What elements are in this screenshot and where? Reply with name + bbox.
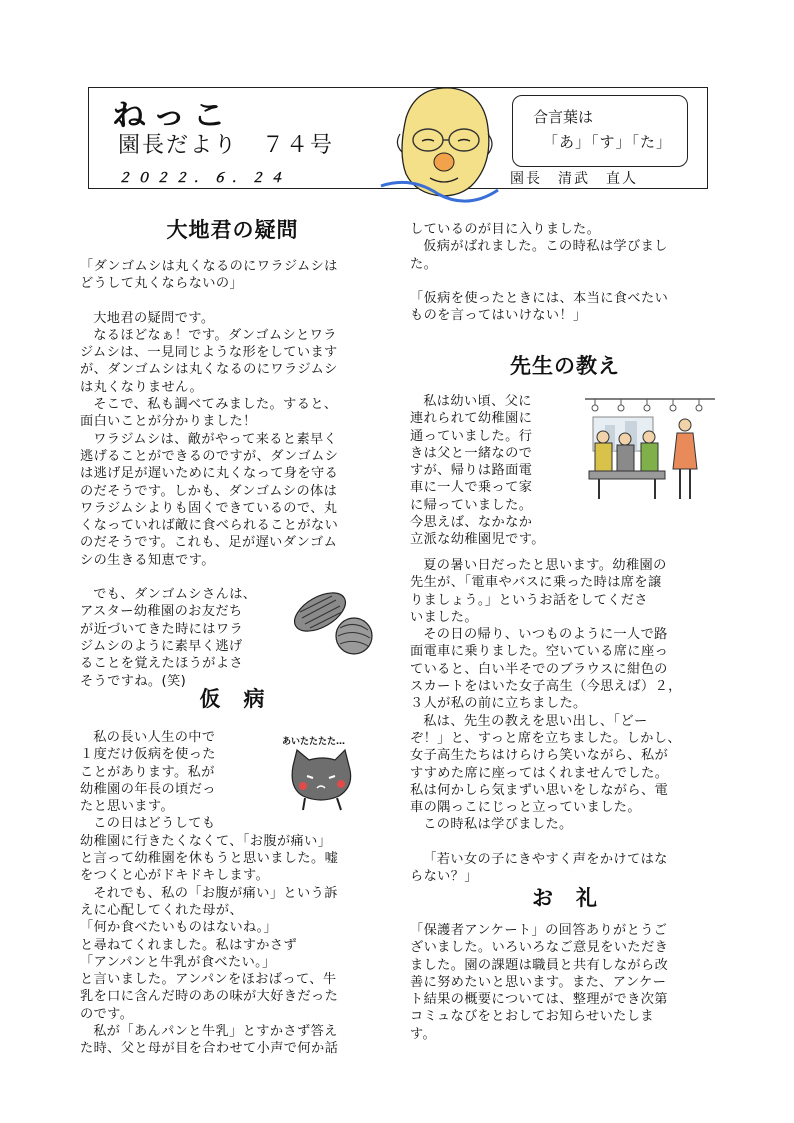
text-line: 「若い女の子にきやすく声をかけてはな — [423, 851, 668, 867]
text-line: 立派な幼稚園児です。 — [410, 532, 545, 548]
crying-cat-icon — [283, 746, 363, 812]
text-line: ることを覚えたほうがよさ — [80, 656, 244, 672]
text-line: 今思えば、なかなか — [410, 515, 533, 531]
author-name: 園長 清武 直人 — [510, 171, 638, 187]
text-line: スカートをはいた女子高生（今思えば）２， — [410, 679, 682, 695]
text-line: この時私は学びました。 — [423, 817, 573, 833]
text-line: ぞ！」と、すっと席を立ちました。しかし、 — [410, 730, 681, 746]
text-line: 私の長い人生の中で — [93, 730, 216, 745]
motto-label: 合言葉は — [533, 108, 594, 126]
text-line: アスター幼稚園のお友だち — [80, 604, 243, 620]
text-line: のです。 — [80, 1006, 134, 1022]
text-line: 私は幼い頃、父に — [423, 394, 532, 409]
text-line: た時、父と母が目を合わせて小声で何か話 — [80, 1041, 339, 1057]
text-line: 連れられて幼稚園に — [410, 411, 533, 427]
article3-intro — [410, 393, 580, 549]
text-line: ジムシは、一見同じような形をしています — [80, 345, 338, 361]
text-line: ワラジムシよりも固くできているので、丸 — [80, 500, 338, 516]
text-line: に帰っていました。 — [410, 497, 533, 513]
text-line: ことがあります。私が — [80, 764, 215, 780]
newsletter-logo: ねっこ — [112, 98, 232, 133]
article2-continued — [410, 221, 720, 324]
text-line: それでも、私の「お腹が痛い」という訴 — [93, 885, 338, 901]
text-line: 女子高生たちはけらけら笑いながら、私が — [410, 748, 669, 764]
pill-bug-icon — [288, 590, 380, 660]
text-line: たと思います。 — [80, 799, 175, 815]
article3-body — [410, 557, 720, 885]
text-line: ました。園の課題は職員と共有しながら改 — [410, 957, 669, 973]
text-line: そうですね。(笑) — [80, 673, 187, 689]
train-passengers-icon — [585, 395, 715, 503]
article4-body — [410, 922, 720, 1043]
text-line: が、ダンゴムシは丸くなるのにワラジムシ — [80, 362, 338, 378]
text-line: 幼稚園の年長の頃だっ — [80, 781, 216, 797]
text-line: 「保護者アンケート」の回答ありがとうご — [410, 923, 668, 938]
text-line: ワラジムシは、敵がやって来ると素早く — [93, 431, 338, 447]
text-line: 乳を口に含んだ時のあの味が大好きだった — [80, 989, 339, 1005]
text-line: は丸くなりません。 — [80, 379, 204, 395]
text-line: 仮病がばれました。この時私は学びまし — [423, 239, 668, 255]
text-line: なるほどなぁ！です。ダンゴムシとワラ — [93, 327, 337, 343]
text-line: えに心配してくれた母が、 — [80, 902, 244, 918]
text-line: ざいました。いろいろなご意見をいただき — [410, 940, 669, 956]
text-line: と言いました。アンパンをほおばって、牛 — [80, 972, 337, 988]
text-line: 車に一人で乗って家 — [410, 480, 533, 496]
text-line: らない？」 — [410, 869, 478, 885]
text-line: 面電車に乗りました。空いている席に座っ — [410, 644, 669, 660]
text-line: と尋ねてくれました。私はすかさず — [80, 937, 298, 953]
text-line: 逃げることができるのですが、ダンゴムシ — [80, 448, 339, 464]
text-line: ト結果の概要については、整理ができ次第 — [410, 992, 668, 1008]
text-line: す。 — [410, 1026, 437, 1042]
text-line: りましょう。」というお話をしてくださ — [410, 592, 648, 608]
text-line: 私は何かしら気まずい思いをしながら、電 — [410, 782, 669, 798]
text-line: 「アンパンと牛乳が食べたい。」 — [80, 954, 276, 970]
article1-title: 大地君の疑問 — [166, 218, 299, 242]
text-line: 大地君の疑問です。 — [93, 310, 215, 326]
text-line: 幼稚園に行きたくなくて、「お腹が痛い」 — [80, 833, 332, 849]
text-line: この日はどうしても — [93, 816, 216, 832]
text-line: きは父と一緒なので — [410, 445, 533, 461]
text-line: のだそうです。しかも、ダンゴムシの体は — [80, 483, 338, 499]
principal-face-icon — [376, 78, 501, 213]
text-line: 「ダンゴムシは丸くなるのにワラジムシは — [80, 259, 338, 274]
text-line: ていると、白い半そでのブラウスに紺色の — [410, 661, 668, 677]
text-line: た。 — [410, 256, 438, 272]
text-line: くなっていれば敵に食べられることがない — [80, 518, 339, 534]
text-line: ３人が私の前に立ちました。 — [410, 696, 587, 712]
newsletter-subtitle: 園長だより ７４号 — [118, 133, 335, 158]
text-line: しているのが目に入りました。 — [410, 222, 601, 237]
text-line: 先生が、「電車やバスに乗った時は席を譲 — [410, 575, 662, 591]
text-line: 通っていました。行 — [410, 428, 533, 444]
text-line: その日の帰り、いつものように一人で路 — [423, 627, 668, 643]
text-line: いました。 — [410, 609, 478, 625]
text-line: ジムシのように素早く逃げ — [80, 638, 243, 654]
text-line: 善に努めたいと思います。また、アンケー — [410, 974, 667, 990]
text-line: そこで、私も調べてみました。すると、 — [93, 397, 338, 413]
text-line: 車の隅っこにじっと立っていました。 — [410, 800, 641, 816]
text-line: ものを言ってはいけない！」 — [410, 308, 587, 324]
text-line: でも、ダンゴムシさんは、 — [93, 587, 257, 603]
text-line: と言って幼稚園を休もうと思いました。嘘 — [80, 851, 339, 867]
text-line: シの生きる知恵です。 — [80, 552, 215, 568]
text-line: コミュなびをとおしてお知らせいたしま — [410, 1009, 654, 1025]
text-line: が近づいてきた時にはワラ — [80, 621, 244, 637]
text-line: 「仮病を使ったときには、本当に食べたい — [410, 290, 669, 306]
article4-title: お 礼 — [532, 886, 598, 910]
text-line: 私が「あんパンと牛乳」とすかさず答え — [93, 1024, 338, 1040]
text-line: 面白いことが分かりました！ — [80, 414, 257, 430]
issue-date: ２０２２．６．２４ — [118, 171, 290, 186]
text-line: をつくと心がドキドキします。 — [80, 868, 270, 884]
text-line: のだそうです。これも、足が遅いダンゴム — [80, 535, 338, 551]
text-line: すが、帰りは路面電 — [410, 463, 533, 479]
article3-title: 先生の教え — [510, 354, 620, 378]
text-line: すすめた席に座ってはくれませんでした。 — [410, 765, 669, 781]
text-line: どうして丸くならないの」 — [80, 276, 244, 292]
text-line: １度だけ仮病を使った — [80, 747, 216, 763]
motto-value: 「あ」「す」「た」 — [543, 133, 673, 151]
cat-caption: あいたたたた… — [282, 737, 346, 747]
article2-title: 仮 病 — [199, 687, 266, 711]
text-line: 夏の暑い日だったと思います。幼稚園の — [423, 558, 667, 573]
text-line: 私は、先生の教えを思い出し、「どー — [423, 713, 648, 729]
text-line: 「何か食べたいものはないね。」 — [80, 920, 278, 936]
text-line: は逃げ足が遅いために丸くなって身を守る — [80, 466, 339, 482]
